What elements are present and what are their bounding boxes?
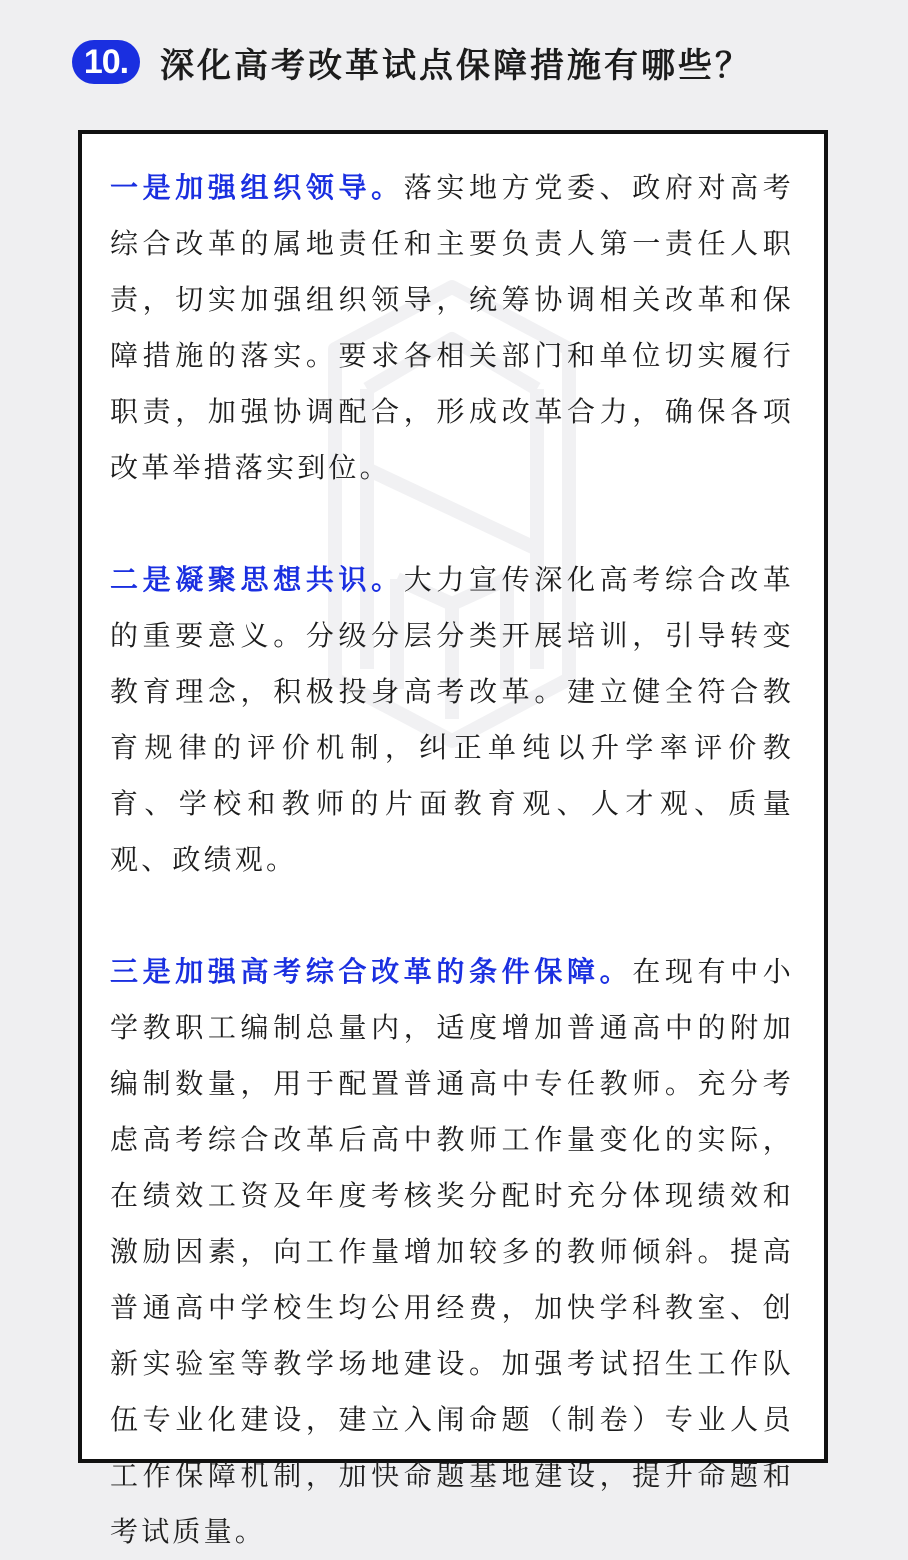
question-title: 深化高考改革试点保障措施有哪些？ [160, 45, 752, 86]
answer-card [78, 130, 828, 1548]
answer-content [82, 134, 824, 1560]
paragraph-2-text: 大力宣传深化高考综合改革的重要意义。分级分层分类开展培训，引导转变教育理念，积极投身高考改革。建立健全符合教育规律的评价机制，纠正单纯以升学率评价教育、学校和教师的片面教育观、人才观、质量观、政绩观。 [110, 563, 794, 876]
paragraph-3-text: 在现有中小学教职工编制总量内，适度增加普通高中的附加编制数量，用于配置普通高中专任教师。充分考虑高考综合改革后高中教师工作量变化的实际，在绩效工资及年度考核奖分配时充分体现绩效和激励因素，向工作量增加较多的教师倾斜。提高普通高中学校生均公用经费，加快学科教室、创新实验室等教学场地建设。加强考试招生工作队伍专业化建设，建立入闱命题（制卷）专业人员工作保障机制，加快命题基地建设，提升命题和考试质量。 [110, 955, 794, 1548]
paragraph-1-text: 落实地方党委、政府对高考综合改革的属地责任和主要负责人第一责任人职责，切实加强组织领导，统筹协调相关改革和保障措施的落实。要求各相关部门和单位切实履行职责，加强协调配合，形成改革合力，确保各项改革举措落实到位。 [110, 171, 794, 484]
question-number-badge: 10. [72, 40, 140, 84]
paragraph-3 [110, 944, 794, 1560]
paragraph-1-lead: 一是加强组织领导。 [110, 171, 404, 204]
paragraph-2 [110, 552, 794, 888]
question-header [72, 36, 752, 88]
paragraph-3-lead: 三是加强高考综合改革的条件保障。 [110, 955, 633, 988]
paragraph-1 [110, 160, 794, 496]
paragraph-2-lead: 二是凝聚思想共识。 [110, 563, 404, 596]
